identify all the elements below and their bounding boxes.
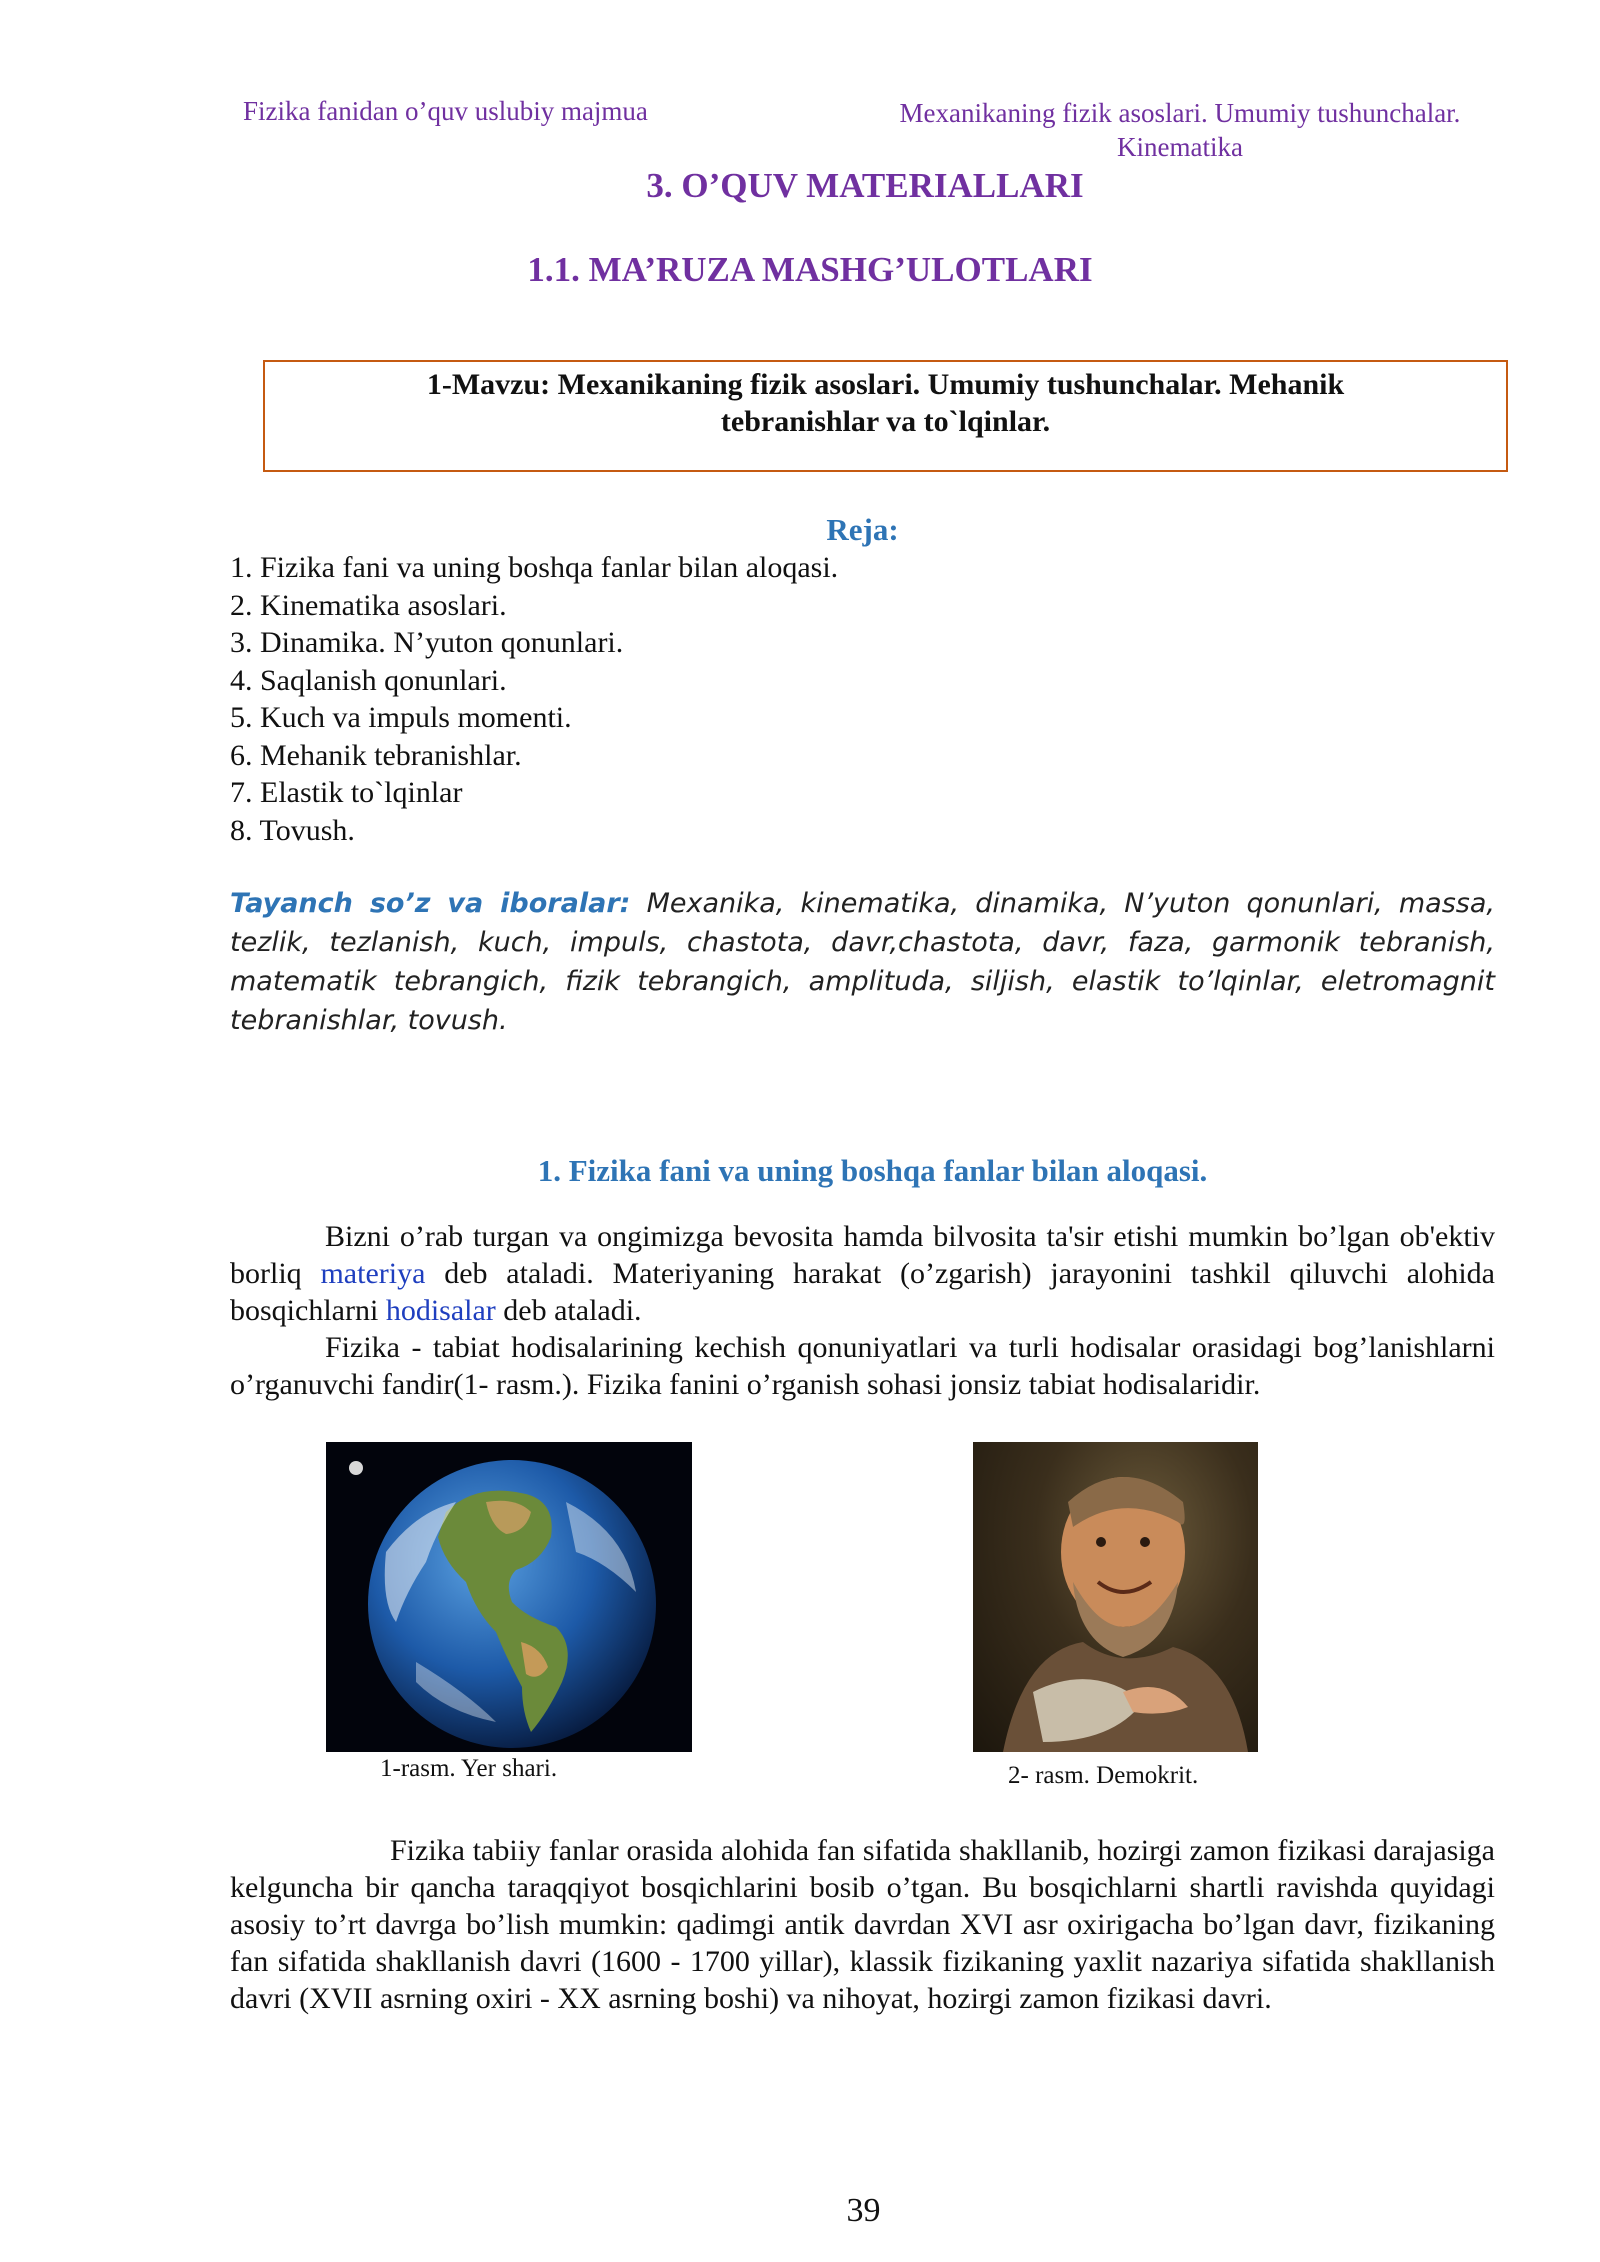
subsection-title: 1.1. MA’RUZA MASHG’ULOTLARI <box>527 250 1093 289</box>
plan-item: 5. Kuch va impuls momenti. <box>230 701 572 734</box>
plan-item: 1. Fizika fani va uning boshqa fanlar bilan aloqasi. <box>230 551 839 584</box>
paragraph-fizika-definition: Fizika - tabiat hodisalarining kechish qonuniyatlari va turli hodisalar orasidagi bog’lanishlarni o’rganuvchi fandir(1- rasm.). Fizika fanini o’rganish sohasi jonsiz tabiat hodisalaridir. <box>230 1331 1495 1401</box>
plan-item: 6. Mehanik tebranishlar. <box>230 738 522 772</box>
paragraph-text: deb ataladi. <box>495 1294 642 1327</box>
figure1-caption: 1-rasm. Yer shari. <box>380 1755 558 1782</box>
plan-item: 8. Tovush. <box>230 813 355 847</box>
paragraph-text: Bizni o’rab turgan va ongimizga bevosita hamda bilvosita ta'sir etishi mumkin bo’lgan ob'ektiv borliq <box>230 1220 1495 1290</box>
running-header-left: Fizika fanidan o’quv uslubiy majmua <box>243 96 648 126</box>
running-header-right-line2: Kinematika <box>1117 132 1243 162</box>
page-number: 39 <box>846 2192 881 2229</box>
section1-heading: 1. Fizika fani va uning boshqa fanlar bilan aloqasi. <box>537 1153 1208 1188</box>
paragraph-text: deb ataladi. Materiyaning harakat (o’zgarish) jarayonini tashkil qiluvchi alohida bosqichlarni <box>230 1257 1495 1327</box>
keywords-paragraph <box>230 884 1495 1040</box>
section1-body <box>230 1218 1495 1403</box>
hodisalar-link[interactable]: hodisalar <box>385 1294 496 1327</box>
section-title: 3. O’QUV MATERIALLARI <box>646 166 1084 205</box>
keywords-text: Mexanika, kinematika, dinamika, N’yuton qonunlari, massa, tezlik, tezlanish, kuch, impuls, chastota, davr,chastota, davr, faza, garmonik tebranish, matematik tebrangich, fizik tebrangich, amplituda, siljish, elastik to’lqinlar, eletromagnit tebranishlar, tovush. <box>230 888 1495 1036</box>
running-header-right <box>860 96 1500 164</box>
figure2-caption: 2- rasm. Demokrit. <box>1008 1762 1199 1789</box>
plan-heading: Reja: <box>826 512 899 547</box>
plan-item: 7. Elastik to`lqinlar <box>230 776 463 809</box>
running-header-right-line1: Mexanikaning fizik asoslari. Umumiy tushunchalar. <box>899 98 1461 128</box>
keywords-label: Tayanch so’z va iboralar: <box>230 888 631 919</box>
topic-box <box>263 360 1508 472</box>
plan-item: 4. Saqlanish qonunlari. <box>230 663 507 697</box>
portrait-illustration <box>973 1442 1258 1752</box>
earth-image <box>326 1442 692 1752</box>
plan-list <box>230 549 838 849</box>
topic-line1: 1-Mavzu: Mexanikaning fizik asoslari. Umumiy tushunchalar. Mehanik <box>426 368 1345 401</box>
paragraph-history: Fizika tabiiy fanlar orasida alohida fan sifatida shakllanib, hozirgi zamon fizikasi darajasiga kelguncha bir qancha taraqqiyot bosqichlarini bosib o’tgan. Bu bosqichlarni shartli ravishda quyidagi asosiy to’rt davrga bo’lish mumkin: qadimgi antik davrdan XVI asr oxirigacha bo’lgan davr, fizikaning fan sifatida shakllanish davri (1600 - 1700 yillar), klassik fizikaning yaxlit nazariya sifatida shakllanish davri (XVII asrning oxiri - XX asrning boshi) va nihoyat, hozirgi zamon fizikasi davri. <box>230 1834 1495 2015</box>
topic-line2: tebranishlar va to`lqinlar. <box>720 405 1051 438</box>
paragraph-materiya <box>230 1218 1495 1329</box>
democritus-portrait <box>973 1442 1258 1752</box>
earth-illustration <box>326 1442 692 1752</box>
materiya-link[interactable]: materiya <box>320 1257 426 1290</box>
plan-item: 2. Kinematika asoslari. <box>230 588 507 622</box>
plan-item: 3. Dinamika. N’yuton qonunlari. <box>230 626 624 659</box>
